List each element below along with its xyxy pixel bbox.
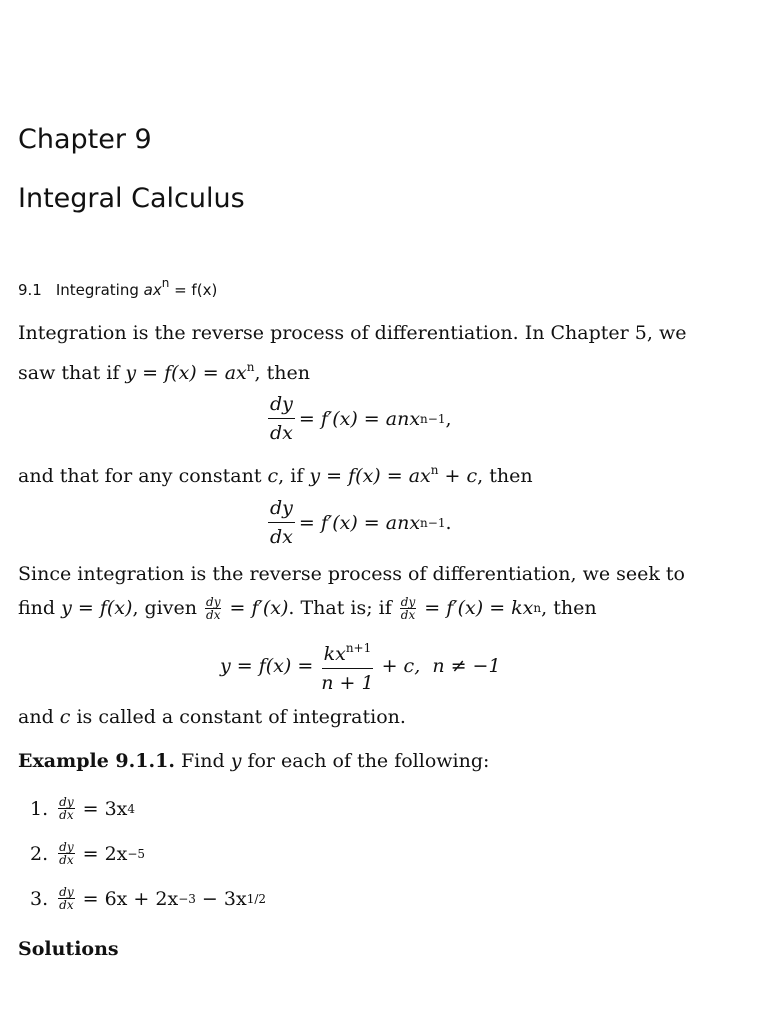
item-fraction — [58, 796, 74, 821]
intro-line2-sup: n — [246, 360, 255, 374]
para4-c: c — [59, 706, 71, 728]
eq1-sup: n−1 — [420, 411, 446, 426]
para2-end: , then — [477, 465, 533, 487]
eq2-tail: . — [445, 511, 452, 534]
item-extra-sup: 1/2 — [246, 891, 267, 906]
eq1-tail: , — [445, 407, 452, 430]
para4-end: is called a constant of integration. — [70, 706, 406, 728]
eq2-denominator: dx — [270, 526, 293, 548]
section-title-sup: n — [161, 276, 170, 290]
eq2-rhs: = f′(x) = anx — [298, 511, 421, 534]
para3-l2-b: y = f(x) — [61, 597, 133, 619]
item-frac-den: dx — [59, 853, 74, 867]
para3-l2-a: find — [18, 597, 62, 619]
para2-start: and that for any constant — [18, 465, 268, 487]
item-fraction — [58, 886, 74, 911]
intro-line-1: Integration is the reverse process of differentiation. In Chapter 5, we — [18, 322, 687, 344]
item-fraction — [58, 841, 74, 866]
eq3-num-sup: n+1 — [345, 641, 372, 655]
section-title-rest: = f(x) — [169, 281, 218, 299]
para3-frac1-den: dx — [206, 607, 221, 622]
section-title-text: Integrating — [55, 281, 144, 299]
item-sup: 4 — [127, 801, 136, 816]
eq1-numerator: dy — [268, 392, 295, 419]
para2-math: y = f(x) = ax — [309, 465, 431, 487]
eq1-fraction — [268, 392, 295, 445]
eq3-lhs: y = f(x) = — [220, 654, 314, 677]
eq3-num-text: kx — [323, 643, 346, 665]
para3-line-1: Since integration is the reverse process of differentiation, we seek to — [18, 563, 685, 585]
example-text: Find — [174, 750, 231, 772]
list-item — [30, 886, 266, 911]
equation-3 — [220, 636, 501, 695]
para3-line-2 — [18, 591, 738, 625]
para3-l2-f: = f′(x) = kx — [418, 597, 534, 619]
para3-l2-c: , given — [132, 597, 204, 619]
solutions-heading: Solutions — [18, 938, 119, 960]
intro-line2-start: saw that if — [18, 362, 126, 384]
item-expr: = 6x + 2x — [82, 887, 179, 910]
eq3-numerator — [322, 636, 374, 669]
intro-line-2 — [18, 350, 738, 390]
eq2-sup: n−1 — [420, 515, 446, 530]
eq2-numerator: dy — [268, 496, 295, 523]
section-heading — [18, 276, 217, 299]
paragraph-3 — [18, 557, 738, 625]
intro-line2-end: , then — [254, 362, 310, 384]
para3-l2-d: = f′(x) — [223, 597, 289, 619]
item-sup: −5 — [127, 846, 146, 861]
para3-l2-sup: n — [533, 601, 542, 615]
example-label: Example 9.1.1. — [18, 750, 175, 772]
para3-frac2-num: dy — [400, 594, 416, 609]
chapter-label: Chapter 9 — [18, 124, 152, 155]
para2-sup: n — [430, 463, 439, 477]
list-item — [30, 796, 135, 821]
intro-paragraph — [18, 316, 738, 390]
para2-c: c — [267, 465, 279, 487]
eq2-fraction — [268, 496, 295, 549]
item-frac-num: dy — [59, 885, 74, 899]
eq3-rhs: + c, n ≠ −1 — [381, 654, 501, 677]
example-rest: for each of the following: — [241, 750, 490, 772]
eq3-fraction — [321, 636, 373, 695]
para3-frac1-num: dy — [206, 594, 221, 609]
item-label: 2. — [30, 842, 49, 865]
para3-frac2-den: dx — [400, 607, 416, 622]
item-frac-den: dx — [59, 808, 74, 822]
item-sup: −3 — [178, 891, 196, 906]
para4-start: and — [18, 706, 60, 728]
para3-frac-1 — [205, 596, 221, 621]
para2-mid: , if — [278, 465, 310, 487]
para2-math2: + c — [438, 465, 478, 487]
item-frac-num: dy — [59, 795, 74, 809]
example-var: y — [230, 750, 242, 772]
item-frac-den: dx — [59, 898, 74, 912]
para3-l2-g: , then — [541, 597, 597, 619]
section-number: 9.1 — [18, 281, 42, 299]
chapter-title: Integral Calculus — [18, 183, 245, 214]
item-label: 1. — [30, 797, 49, 820]
eq1-denominator: dx — [270, 422, 293, 444]
eq1-rhs: = f′(x) = anx — [298, 407, 421, 430]
intro-line2-math: y = f(x) = ax — [125, 362, 247, 384]
equation-2 — [264, 496, 452, 549]
paragraph-2 — [18, 453, 738, 493]
eq3-denominator: n + 1 — [321, 672, 374, 694]
paragraph-4 — [18, 700, 738, 734]
item-expr: = 2x — [82, 842, 128, 865]
example-heading — [18, 744, 738, 778]
list-item — [30, 841, 145, 866]
para3-l2-e: . That is; if — [288, 597, 398, 619]
equation-1 — [264, 392, 452, 445]
item-frac-num: dy — [59, 840, 74, 854]
para3-frac-2 — [400, 596, 416, 621]
item-label: 3. — [30, 887, 49, 910]
item-extra: − 3x — [195, 887, 247, 910]
section-title-math: ax — [143, 281, 162, 299]
item-expr: = 3x — [82, 797, 128, 820]
